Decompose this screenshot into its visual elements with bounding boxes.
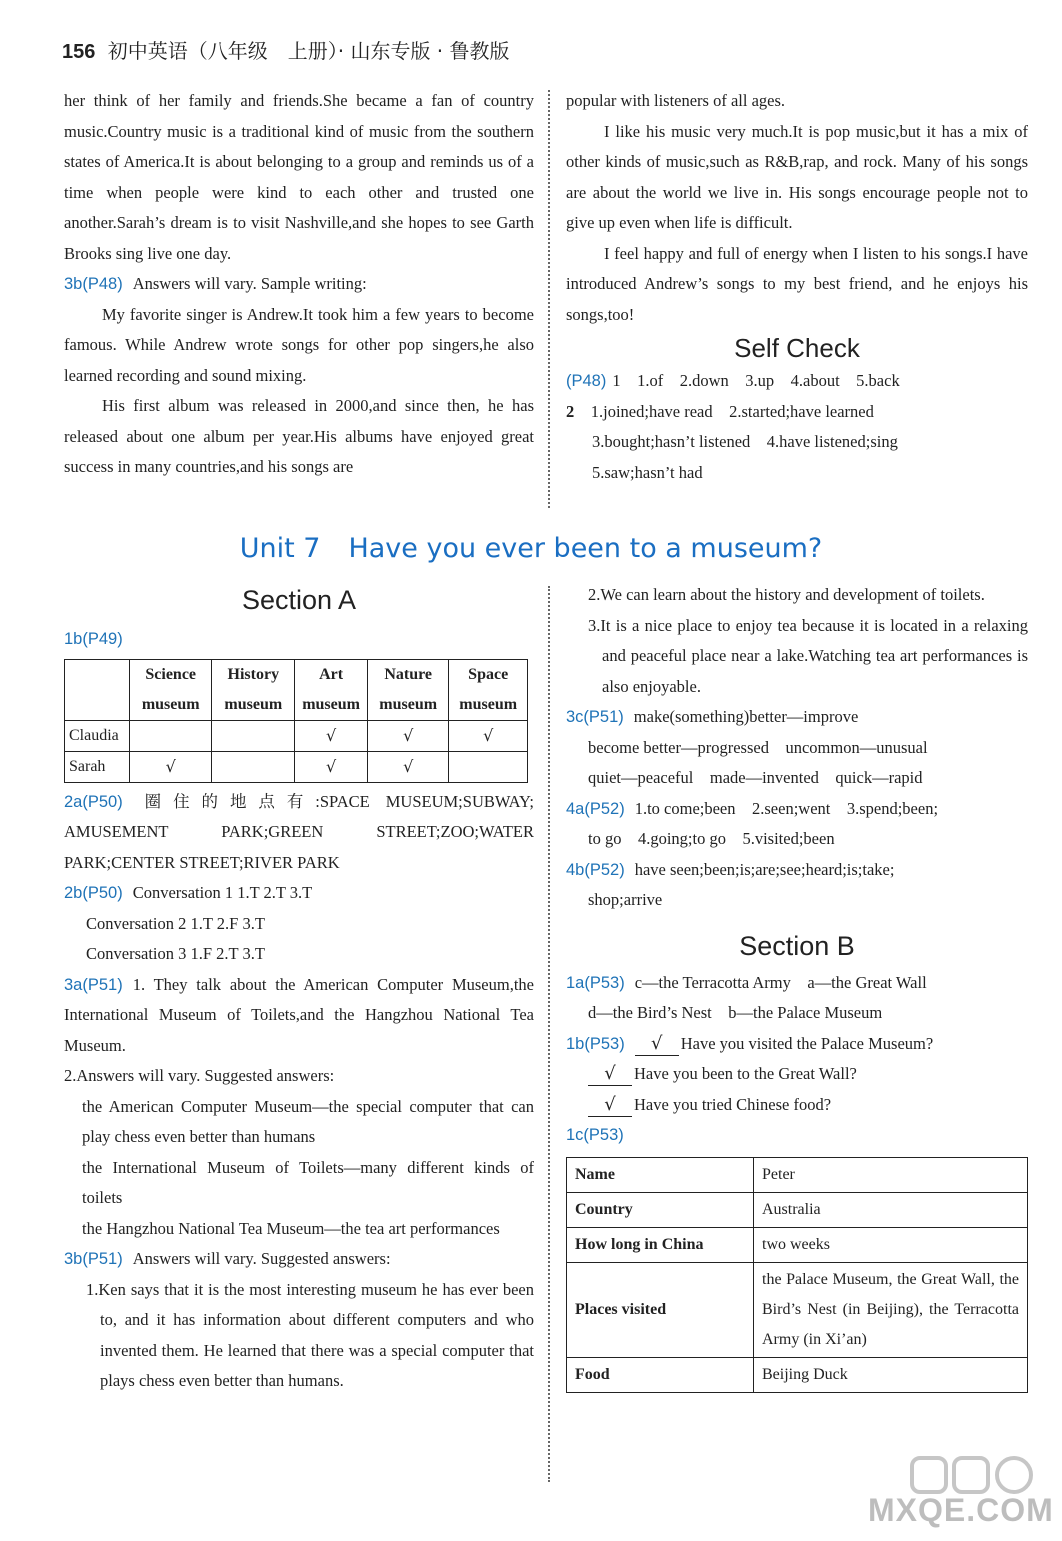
table-cell: Beijing Duck xyxy=(754,1357,1028,1392)
answer-line xyxy=(566,1090,1028,1121)
answer-line: the International Museum of Toilets—many different kinds of toilets xyxy=(82,1157,534,1207)
question-text: Have you tried Chinese food? xyxy=(634,1094,832,1114)
bottom-right-column xyxy=(566,580,1028,1393)
answer-line xyxy=(566,855,1028,886)
answer-text: Conversation 1 1.T 2.T 3.T xyxy=(132,883,313,902)
table-cell: Australia xyxy=(754,1192,1028,1227)
table-cell: the Palace Museum, the Great Wall, the Bird’s Nest (in Beijing), the Terracotta Army (in Xi’an) xyxy=(754,1262,1028,1357)
answer-line: d—the Bird’s Nest b—the Palace Museum xyxy=(588,1003,883,1022)
table-cell: Places visited xyxy=(567,1262,754,1357)
table-cell: √ xyxy=(295,720,368,751)
answer-line: 5.saw;hasn’t had xyxy=(592,462,703,482)
answer-line: Conversation 2 1.T 2.F 3.T xyxy=(86,913,265,933)
answer-line: 3.bought;hasn’t listened 4.have listened;sing xyxy=(592,432,898,451)
column-divider xyxy=(548,586,550,1482)
paragraph: her think of her family and friends.She became a fan of country music.Country music is a traditional kind of music from the southern states of America.It is about belonging to a group and reminds us of a time when people were kind to each other and trusted one another.Sarah’s dream is to visit Nashville,and she hopes to see Garth Brooks sing live one day. xyxy=(64,91,534,263)
answer-line xyxy=(566,1120,1028,1151)
answer-line: become better—progressed uncommon—unusual xyxy=(588,737,928,757)
watermark-text: MXQE.COM xyxy=(868,1492,1054,1528)
answer-tag: 1b(P53) xyxy=(566,1034,625,1053)
table-row xyxy=(567,1157,1028,1192)
paragraph: My favorite singer is Andrew.It took him a few years to become famous. While Andrew wrote songs for other pop singers,he also learned recording and sound mixing. xyxy=(64,304,534,385)
unit-number: Unit 7 xyxy=(239,533,321,564)
table-cell: √ xyxy=(368,751,449,782)
table-header: Art museum xyxy=(295,659,368,720)
paragraph: His first album was released in 2000,and since then, he has released about one album per year.His albums have enjoyed great success in many countries,and his songs are xyxy=(64,396,534,476)
table-cell: Food xyxy=(567,1357,754,1392)
answer-tag: 4b(P52) xyxy=(566,860,625,879)
table-header: Nature museum xyxy=(368,659,449,720)
paragraph: popular with listeners of all ages. xyxy=(566,91,786,110)
answer-line xyxy=(566,1029,1028,1060)
table-row xyxy=(567,1357,1028,1392)
answer-line: Conversation 3 1.F 2.T 3.T xyxy=(86,944,265,963)
table-cell: √ xyxy=(130,751,212,782)
self-check-title: Self Check xyxy=(734,333,860,363)
table-cell: √ xyxy=(449,720,528,751)
answer-line xyxy=(566,794,1028,825)
answer-text: c—the Terracotta Army a—the Great Wall xyxy=(634,972,927,992)
answer-line xyxy=(64,269,534,300)
table-cell: Name xyxy=(567,1157,754,1192)
paragraph: I like his music very much.It is pop music,but it has a mix of other kinds of music,such as R&B,rap, and rock. Many of his songs are about the world we live in. His songs encourage people not to give up even when life is difficult. xyxy=(566,121,1028,232)
answer-line: quiet—peaceful made—invented quick—rapid xyxy=(588,768,923,787)
question-text: Have you been to the Great Wall? xyxy=(634,1064,857,1083)
answer-line: 2.Answers will vary. Suggested answers: xyxy=(64,1066,335,1085)
watermark-logo xyxy=(850,1454,1054,1530)
column-divider xyxy=(548,90,550,508)
answer-line xyxy=(64,787,534,879)
table-cell: Country xyxy=(567,1192,754,1227)
answer-line xyxy=(64,1244,534,1275)
answer-text: 1 1.of 2.down 3.up 4.about 5.back xyxy=(612,371,900,390)
table-header-row xyxy=(65,659,528,720)
table-header: Space museum xyxy=(449,659,528,720)
answer-line xyxy=(566,366,1028,397)
answer-line: 3.It is a nice place to enjoy tea because it is located in a relaxing and peaceful place near a lake.Watching tea art performances is also enjoyable. xyxy=(588,615,1028,696)
answer-text: Answers will vary. Suggested answers: xyxy=(132,1249,391,1268)
table-cell: √ xyxy=(368,720,449,751)
answer-line: the American Computer Museum—the special computer that can play chess even better than humans xyxy=(82,1096,534,1146)
table-row xyxy=(567,1192,1028,1227)
answer-line xyxy=(64,878,534,909)
answer-line: the Hangzhou National Tea Museum—the tea art performances xyxy=(82,1218,500,1238)
table-cell: √ xyxy=(295,751,368,782)
page-header xyxy=(62,36,510,68)
answer-line xyxy=(64,624,534,655)
table-cell xyxy=(212,720,295,751)
answer-text: make(something)better—improve xyxy=(633,707,859,726)
table-cell: Sarah xyxy=(65,751,130,782)
table-cell: Claudia xyxy=(65,720,130,751)
answer-tag: 2b(P50) xyxy=(64,884,123,902)
table-header: Science museum xyxy=(130,659,212,720)
answer-tag: 2a(P50) xyxy=(64,792,123,811)
table-cell xyxy=(212,751,295,782)
answer-text: have seen;been;is;are;see;heard;is;take; xyxy=(634,859,895,879)
item-number: 2 xyxy=(566,401,575,421)
answer-text: 1.joined;have read 2.started;have learned xyxy=(590,401,874,421)
table-cell: two weeks xyxy=(754,1227,1028,1262)
answer-line: 2.We can learn about the history and development of toilets. xyxy=(588,585,985,604)
section-a-title: Section A xyxy=(241,585,357,615)
answer-line xyxy=(566,1059,1028,1090)
answer-tag: 1c(P53) xyxy=(566,1126,624,1144)
answer-text: Answers will vary. Sample writing: xyxy=(132,274,367,293)
answer-tag: (P48) xyxy=(566,372,607,390)
answer-tag: 3a(P51) xyxy=(64,975,123,994)
table-cell xyxy=(449,751,528,782)
table-cell: Peter xyxy=(754,1157,1028,1192)
answer-line xyxy=(64,970,534,1062)
answer-line xyxy=(566,702,1028,733)
page-number: 156 xyxy=(62,41,96,63)
answer-text: 圈住的地点有:SPACE MUSEUM;SUBWAY; AMUSEMENT PARK;GREEN STREET;ZOO;WATER PARK;CENTER STREET;RIVER PARK xyxy=(64,791,534,872)
bottom-left-column xyxy=(64,582,534,1397)
table-cell: How long in China xyxy=(567,1227,754,1262)
top-left-column xyxy=(64,86,534,483)
table-header xyxy=(65,659,130,720)
answer-line xyxy=(566,968,1028,999)
answer-line: shop;arrive xyxy=(588,890,663,909)
answer-tag: 4a(P52) xyxy=(566,799,625,818)
paragraph: I feel happy and full of energy when I listen to his songs.I have introduced Andrew’s songs to my best friend, and he enjoys his songs,too! xyxy=(566,243,1028,324)
unit-title xyxy=(0,528,1062,570)
section-b-title: Section B xyxy=(739,930,855,961)
answer-line: to go 4.going;to go 5.visited;been xyxy=(588,829,835,848)
top-right-column xyxy=(566,86,1028,488)
answer-text: 1.to come;been 2.seen;went 3.spend;been; xyxy=(634,798,939,818)
peter-info-table xyxy=(566,1157,1028,1393)
table-cell xyxy=(130,720,212,751)
table-row xyxy=(567,1262,1028,1357)
answer-tag: 1a(P53) xyxy=(566,973,625,992)
table-row xyxy=(65,751,528,782)
table-header: History museum xyxy=(212,659,295,720)
table-row xyxy=(567,1227,1028,1262)
answer-tag: 1b(P49) xyxy=(64,630,123,648)
answer-line xyxy=(566,397,1028,428)
answer-text: 1. They talk about the American Computer Museum,the International Museum of Toilets,and the Hangzhou National Tea Museum. xyxy=(64,974,534,1055)
answer-tag: 3c(P51) xyxy=(566,708,624,726)
book-title: 初中英语（八年级 上册）· 山东专版 · 鲁教版 xyxy=(107,39,510,63)
museum-table xyxy=(64,659,528,783)
table-row xyxy=(65,720,528,751)
check-mark: √ xyxy=(588,1063,632,1086)
question-text: Have you visited the Palace Museum? xyxy=(680,1033,934,1053)
check-mark: √ xyxy=(588,1094,632,1117)
answer-tag: 3b(P51) xyxy=(64,1250,123,1268)
check-mark: √ xyxy=(635,1033,679,1056)
answer-tag: 3b(P48) xyxy=(64,275,123,293)
answer-line: 1.Ken says that it is the most interesting museum he has ever been to, and it has information about different computers and who invented them. He learned that there was a special computer that plays chess even better than humans. xyxy=(86,1279,534,1390)
unit-name: Have you ever been to a museum? xyxy=(348,533,823,564)
